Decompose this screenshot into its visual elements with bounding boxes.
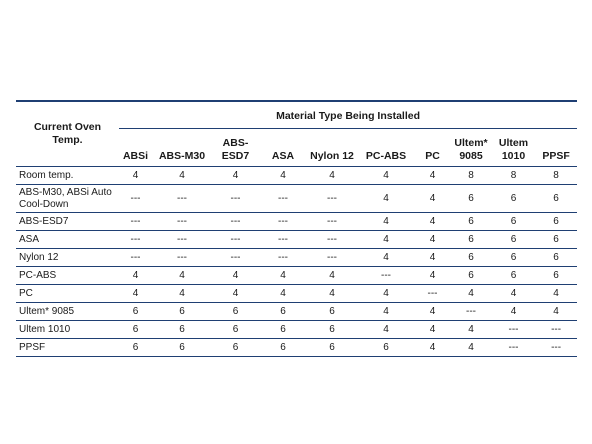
column-header: ABSi	[119, 129, 152, 167]
table-cell: 8	[492, 167, 535, 185]
table-cell: 4	[357, 249, 415, 267]
table-row	[16, 321, 577, 339]
table-cell: 4	[307, 285, 357, 303]
column-header: Nylon 12	[307, 129, 357, 167]
table-cell: 6	[259, 321, 307, 339]
table-cell: 6	[119, 303, 152, 321]
table-cell: ---	[259, 249, 307, 267]
table-cell: 6	[259, 303, 307, 321]
table-cell: ---	[307, 249, 357, 267]
table-cell: 4	[212, 285, 259, 303]
table-cell: 4	[357, 185, 415, 213]
table-cell: ---	[119, 249, 152, 267]
table-cell: 4	[357, 167, 415, 185]
table-cell: 6	[119, 339, 152, 357]
table-cell: ---	[259, 213, 307, 231]
table-header	[16, 101, 577, 167]
table-cell: 4	[307, 167, 357, 185]
column-header: Ultem* 9085	[450, 129, 492, 167]
column-header: ABS-ESD7	[212, 129, 259, 167]
table-cell: 6	[212, 339, 259, 357]
table-cell: 6	[450, 231, 492, 249]
table-cell: 4	[415, 213, 450, 231]
table-cell: 4	[212, 267, 259, 285]
table-cell: ---	[307, 185, 357, 213]
table-cell: 4	[152, 267, 212, 285]
table-cell: ---	[492, 339, 535, 357]
table-cell: 4	[415, 231, 450, 249]
table-cell: ---	[259, 185, 307, 213]
table-cell: 6	[450, 249, 492, 267]
table-cell: 6	[307, 303, 357, 321]
table-cell: ---	[152, 213, 212, 231]
table-body	[16, 167, 577, 357]
table-cell: 4	[357, 213, 415, 231]
table-cell: 6	[307, 339, 357, 357]
table-row	[16, 303, 577, 321]
column-header: Ultem 1010	[492, 129, 535, 167]
group-header-row	[16, 101, 577, 129]
table-cell: ---	[152, 185, 212, 213]
table-cell: ---	[535, 339, 577, 357]
table-cell: 6	[535, 213, 577, 231]
table-row	[16, 267, 577, 285]
table-cell: 8	[535, 167, 577, 185]
row-label: Ultem 1010	[16, 321, 119, 339]
table-cell: 6	[535, 249, 577, 267]
table-row	[16, 185, 577, 213]
table-cell: 6	[212, 303, 259, 321]
column-header: ABS-M30	[152, 129, 212, 167]
table-cell: ---	[415, 285, 450, 303]
table-cell: ---	[307, 213, 357, 231]
table-cell: 6	[535, 267, 577, 285]
table-cell: 6	[307, 321, 357, 339]
table-cell: 4	[415, 249, 450, 267]
table-cell: 4	[212, 167, 259, 185]
table-cell: ---	[212, 231, 259, 249]
table-cell: 4	[535, 285, 577, 303]
table-cell: 4	[307, 267, 357, 285]
table-cell: 4	[415, 167, 450, 185]
table-cell: 4	[119, 285, 152, 303]
group-header: Material Type Being Installed	[119, 101, 577, 129]
table-cell: ---	[259, 231, 307, 249]
table-cell: 6	[492, 185, 535, 213]
table-cell: ---	[212, 213, 259, 231]
table-cell: 4	[415, 321, 450, 339]
table-cell: 4	[450, 321, 492, 339]
table-cell: ---	[357, 267, 415, 285]
corner-header: Current Oven Temp.	[16, 101, 119, 167]
table-row	[16, 339, 577, 357]
table-cell: 6	[357, 339, 415, 357]
row-label: Ultem* 9085	[16, 303, 119, 321]
oven-temperature-table	[16, 100, 577, 357]
table-row	[16, 249, 577, 267]
table-cell: 4	[152, 285, 212, 303]
table-cell: 4	[357, 285, 415, 303]
column-header: PC	[415, 129, 450, 167]
table-cell: 4	[535, 303, 577, 321]
table-cell: 4	[415, 339, 450, 357]
row-label: ABS-ESD7	[16, 213, 119, 231]
table-cell: 6	[492, 213, 535, 231]
table-cell: 4	[492, 303, 535, 321]
table-row	[16, 213, 577, 231]
table-cell: 4	[492, 285, 535, 303]
table-cell: 6	[492, 267, 535, 285]
table-cell: 4	[415, 185, 450, 213]
table-cell: 4	[152, 167, 212, 185]
table-cell: ---	[535, 321, 577, 339]
table-cell: ---	[307, 231, 357, 249]
table-cell: ---	[119, 213, 152, 231]
table-cell: 6	[212, 321, 259, 339]
table-cell: 6	[450, 185, 492, 213]
table-cell: 6	[535, 185, 577, 213]
row-label: PPSF	[16, 339, 119, 357]
table-cell: 6	[492, 249, 535, 267]
table-cell: ---	[152, 231, 212, 249]
table-cell: 4	[259, 285, 307, 303]
table-cell: ---	[119, 185, 152, 213]
table-cell: 6	[119, 321, 152, 339]
table-cell: 4	[450, 285, 492, 303]
table-cell: ---	[212, 185, 259, 213]
table-cell: ---	[212, 249, 259, 267]
table-cell: 4	[259, 167, 307, 185]
row-label: PC	[16, 285, 119, 303]
table-cell: 6	[450, 267, 492, 285]
table-cell: ---	[450, 303, 492, 321]
table-cell: 4	[357, 231, 415, 249]
table-cell: 4	[450, 339, 492, 357]
table-cell: 4	[119, 267, 152, 285]
table-cell: ---	[492, 321, 535, 339]
table-cell: 4	[357, 303, 415, 321]
column-header: PPSF	[535, 129, 577, 167]
table-cell: 6	[152, 339, 212, 357]
row-label: Nylon 12	[16, 249, 119, 267]
table-cell: 6	[492, 231, 535, 249]
table-cell: 6	[152, 303, 212, 321]
table-cell: ---	[152, 249, 212, 267]
table-row	[16, 285, 577, 303]
table-cell: 6	[535, 231, 577, 249]
table-cell: 4	[357, 321, 415, 339]
table-cell: 6	[450, 213, 492, 231]
table-cell: 4	[415, 303, 450, 321]
table-row	[16, 167, 577, 185]
table-cell: 6	[152, 321, 212, 339]
row-label: ASA	[16, 231, 119, 249]
table-cell: 4	[119, 167, 152, 185]
row-label: Room temp.	[16, 167, 119, 185]
table-cell: 6	[259, 339, 307, 357]
column-header: ASA	[259, 129, 307, 167]
table-cell: ---	[119, 231, 152, 249]
table-cell: 4	[415, 267, 450, 285]
table-row	[16, 231, 577, 249]
row-label: PC-ABS	[16, 267, 119, 285]
table-cell: 4	[259, 267, 307, 285]
column-header: PC-ABS	[357, 129, 415, 167]
table-cell: 8	[450, 167, 492, 185]
row-label: ABS-M30, ABSi Auto Cool-Down	[16, 185, 119, 213]
